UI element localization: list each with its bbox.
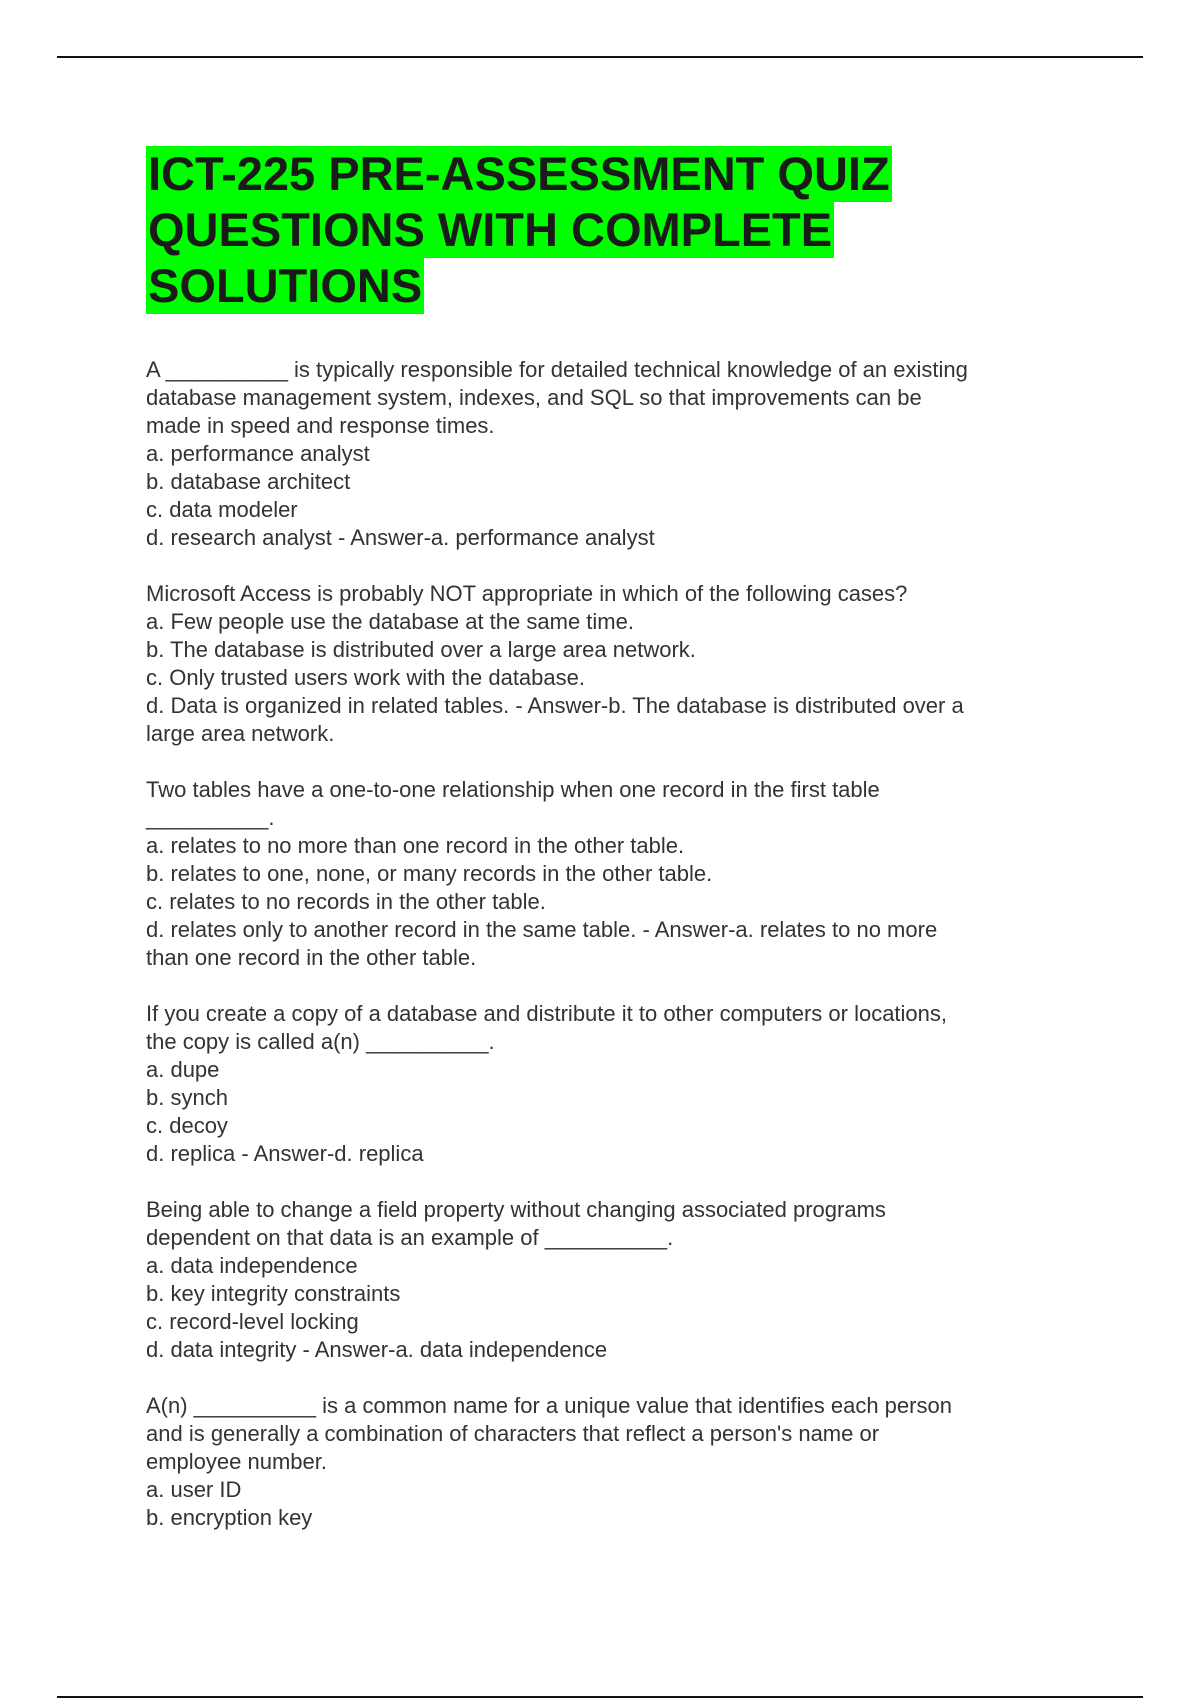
question-item <box>146 580 1066 748</box>
answer-option: c. record-level locking <box>146 1309 359 1334</box>
answer-option: a. dupe <box>146 1057 220 1082</box>
question-text: employee number. <box>146 1449 327 1474</box>
bottom-divider <box>57 1696 1143 1698</box>
answer-option: a. performance analyst <box>146 441 370 466</box>
top-divider <box>57 56 1143 58</box>
question-item <box>146 1000 1066 1168</box>
answer-option: a. Few people use the database at the same time. <box>146 609 634 634</box>
answer-option-with-solution: d. Data is organized in related tables. - Answer-b. The database is distributed over a <box>146 693 964 718</box>
question-item <box>146 356 1066 552</box>
question-text: Being able to change a field property without changing associated programs <box>146 1197 886 1222</box>
answer-option: b. The database is distributed over a large area network. <box>146 637 696 662</box>
question-text: and is generally a combination of characters that reflect a person's name or <box>146 1421 880 1446</box>
answer-option: a. relates to no more than one record in the other table. <box>146 833 685 858</box>
answer-option: a. user ID <box>146 1477 242 1502</box>
answer-option: b. database architect <box>146 469 351 494</box>
question-item <box>146 1196 1066 1364</box>
answer-option: a. data independence <box>146 1253 358 1278</box>
title-line: SOLUTIONS <box>148 259 423 312</box>
answer-option: b. encryption key <box>146 1505 313 1530</box>
document-body <box>146 146 1066 1560</box>
answer-option-with-solution: d. research analyst - Answer-a. performance analyst <box>146 525 655 550</box>
question-text: made in speed and response times. <box>146 413 495 438</box>
question-list <box>146 356 1066 1532</box>
question-text: A __________ is typically responsible for detailed technical knowledge of an existing <box>146 357 968 382</box>
answer-option-with-solution: d. data integrity - Answer-a. data independence <box>146 1337 608 1362</box>
answer-option: b. synch <box>146 1085 228 1110</box>
title-line: QUESTIONS WITH COMPLETE <box>148 203 833 256</box>
answer-option: b. relates to one, none, or many records in the other table. <box>146 861 713 886</box>
answer-option: c. data modeler <box>146 497 298 522</box>
question-item <box>146 1392 1066 1532</box>
question-text: Microsoft Access is probably NOT appropriate in which of the following cases? <box>146 581 908 606</box>
question-text: If you create a copy of a database and distribute it to other computers or locations, <box>146 1001 948 1026</box>
question-text: dependent on that data is an example of __________. <box>146 1225 674 1250</box>
question-text: __________. <box>146 805 275 830</box>
answer-option: c. Only trusted users work with the database. <box>146 665 585 690</box>
answer-option-with-solution: than one record in the other table. <box>146 945 477 970</box>
document-title <box>146 146 1066 314</box>
answer-option: b. key integrity constraints <box>146 1281 401 1306</box>
answer-option: c. decoy <box>146 1113 228 1138</box>
answer-option-with-solution: d. replica - Answer-d. replica <box>146 1141 424 1166</box>
question-text: Two tables have a one-to-one relationship when one record in the first table <box>146 777 880 802</box>
answer-option-with-solution: d. relates only to another record in the same table. - Answer-a. relates to no more <box>146 917 938 942</box>
answer-option-with-solution: large area network. <box>146 721 335 746</box>
answer-option: c. relates to no records in the other table. <box>146 889 546 914</box>
question-text: A(n) __________ is a common name for a unique value that identifies each person <box>146 1393 952 1418</box>
question-text: database management system, indexes, and SQL so that improvements can be <box>146 385 922 410</box>
title-line: ICT-225 PRE-ASSESSMENT QUIZ <box>148 147 890 200</box>
question-text: the copy is called a(n) __________. <box>146 1029 495 1054</box>
question-item <box>146 776 1066 972</box>
